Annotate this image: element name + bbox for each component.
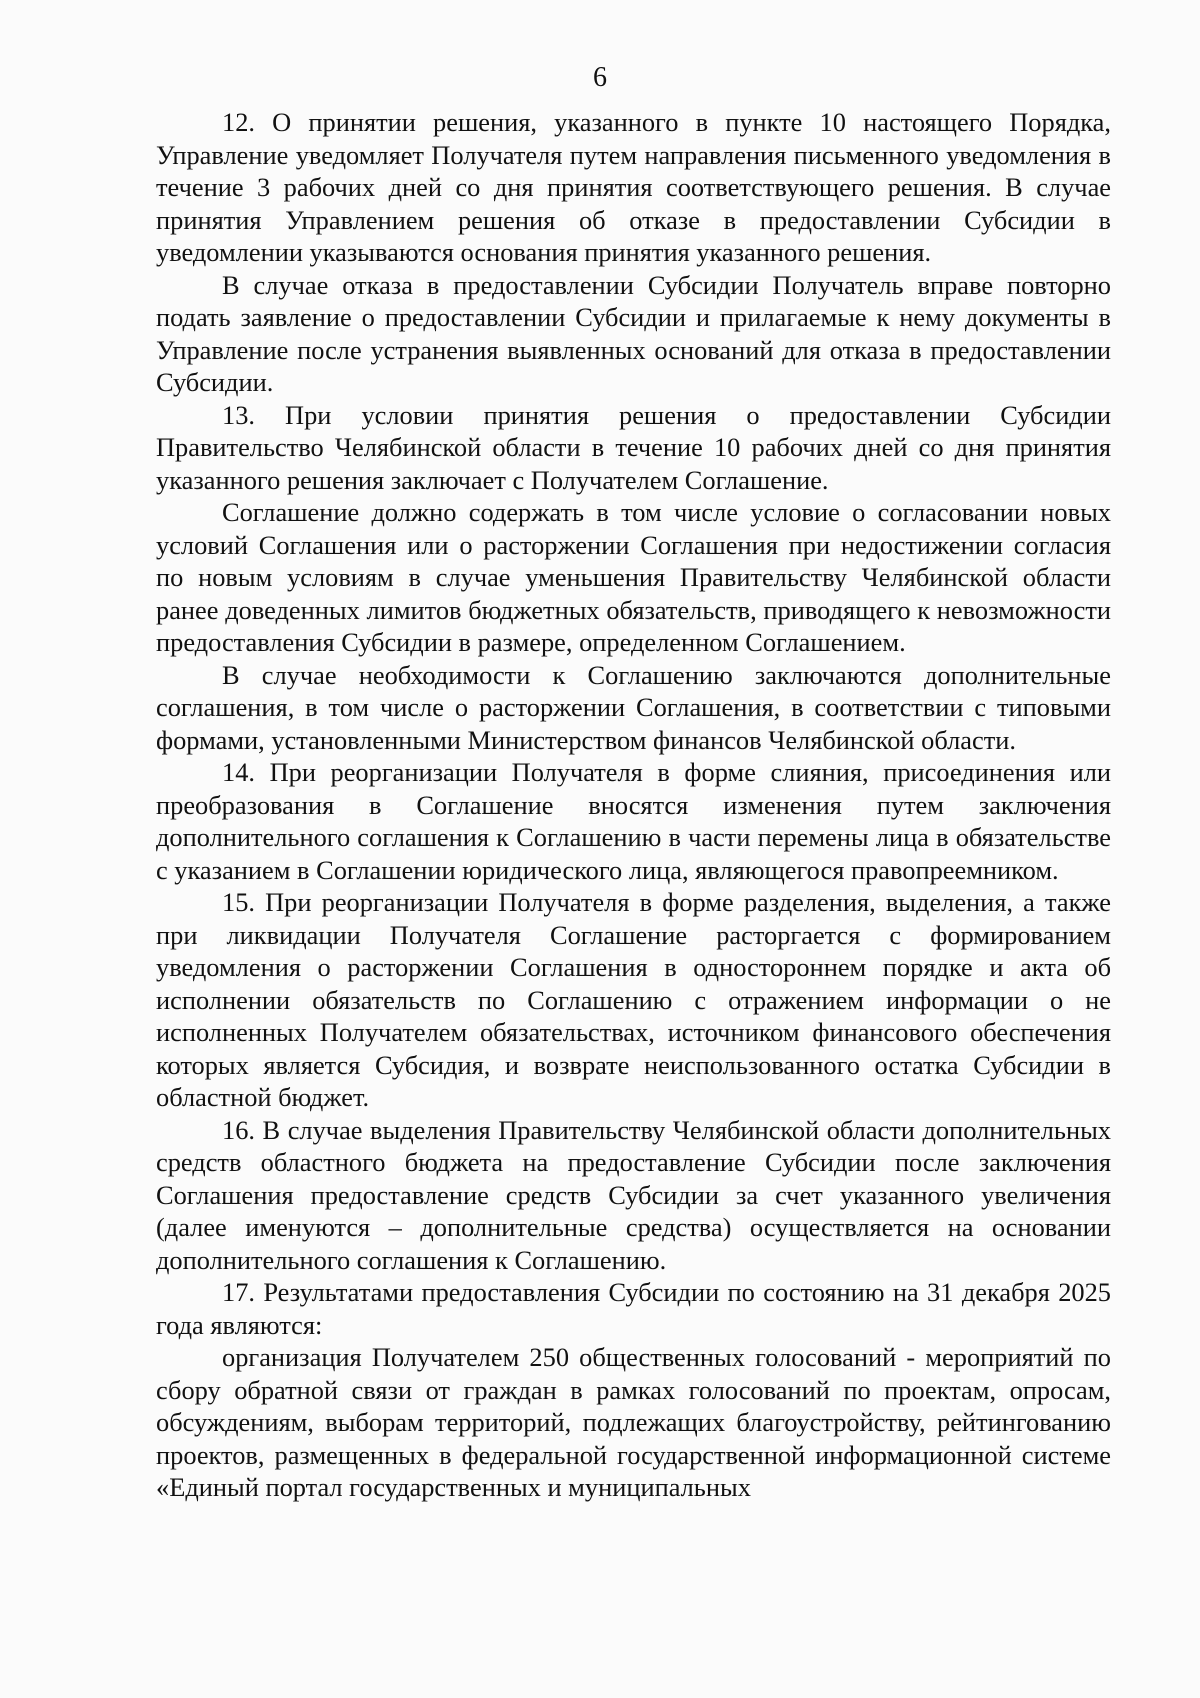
paragraph-16: 16. В случае выделения Правительству Челябинской области дополнительных средств областного бюджета на предоставление Субсидии после заключения Соглашения предоставление средств Субсидии за счет указанного увеличения (далее именуются – дополнительные средства) осуществляется на основании дополнительного соглашения к Соглашению. [156,1114,1111,1275]
page-number: 6 [593,62,607,93]
paragraph-17-result: организация Получателем 250 общественных голосований - мероприятий по сбору обратной связи от граждан в рамках голосований по проектам, опросам, обсуждениям, выборам территорий, подлежащих благоустройству, рейтингованию проектов, размещенных в федеральной государственной информационной системе «Единый портал государственных и муниципальных [156,1342,1111,1502]
paragraph-13-agreement-terms: Соглашение должно содержать в том числе условие о согласовании новых условий Соглашения или о расторжении Соглашения при недостижении согласия по новым условиям в случае уменьшения Правительству Челябинской области ранее доведенных лимитов бюджетных обязательств, приводящего к невозможности предоставления Субсидии в размере, определенном Соглашением. [156,497,1111,657]
paragraph-17: 17. Результатами предоставления Субсидии по состоянию на 31 декабря 2025 года являются: [156,1277,1111,1340]
paragraph-15: 15. При реорганизации Получателя в форме разделения, выделения, а также при ликвидации Получателя Соглашение расторгается с формированием уведомления о расторжении Соглашения в одностороннем порядке и акта об исполнении обязательств по Соглашению с отражением информации о не исполненных Получателем обязательствах, источником финансового обеспечения которых является Субсидия, и возврате неиспользованного остатка Субсидии в областной бюджет. [156,887,1111,1112]
document-body [156,106,1111,1504]
paragraph-13-additional-agreements: В случае необходимости к Соглашению заключаются дополнительные соглашения, в том числе о расторжении Соглашения, в соответствии с типовыми формами, установленными Министерством финансов Челябинской области. [156,659,1111,755]
paragraph-12-refusal: В случае отказа в предоставлении Субсидии Получатель вправе повторно подать заявление о предоставлении Субсидии и прилагаемые к нему документы в Управление после устранения выявленных оснований для отказа в предоставлении Субсидии. [156,269,1111,397]
paragraph-13: 13. При условии принятия решения о предоставлении Субсидии Правительство Челябинской области в течение 10 рабочих дней со дня принятия указанного решения заключает с Получателем Соглашение. [156,399,1111,495]
paragraph-14: 14. При реорганизации Получателя в форме слияния, присоединения или преобразования в Соглашение вносятся изменения путем заключения дополнительного соглашения к Соглашению в части перемены лица в обязательстве с указанием в Соглашении юридического лица, являющегося правопреемником. [156,757,1111,885]
paragraph-12: 12. О принятии решения, указанного в пункте 10 настоящего Порядка, Управление уведомляет Получателя путем направления письменного уведомления в течение 3 рабочих дней со дня принятия соответствующего решения. В случае принятия Управлением решения об отказе в предоставлении Субсидии в уведомлении указываются основания принятия указанного решения. [156,107,1111,267]
